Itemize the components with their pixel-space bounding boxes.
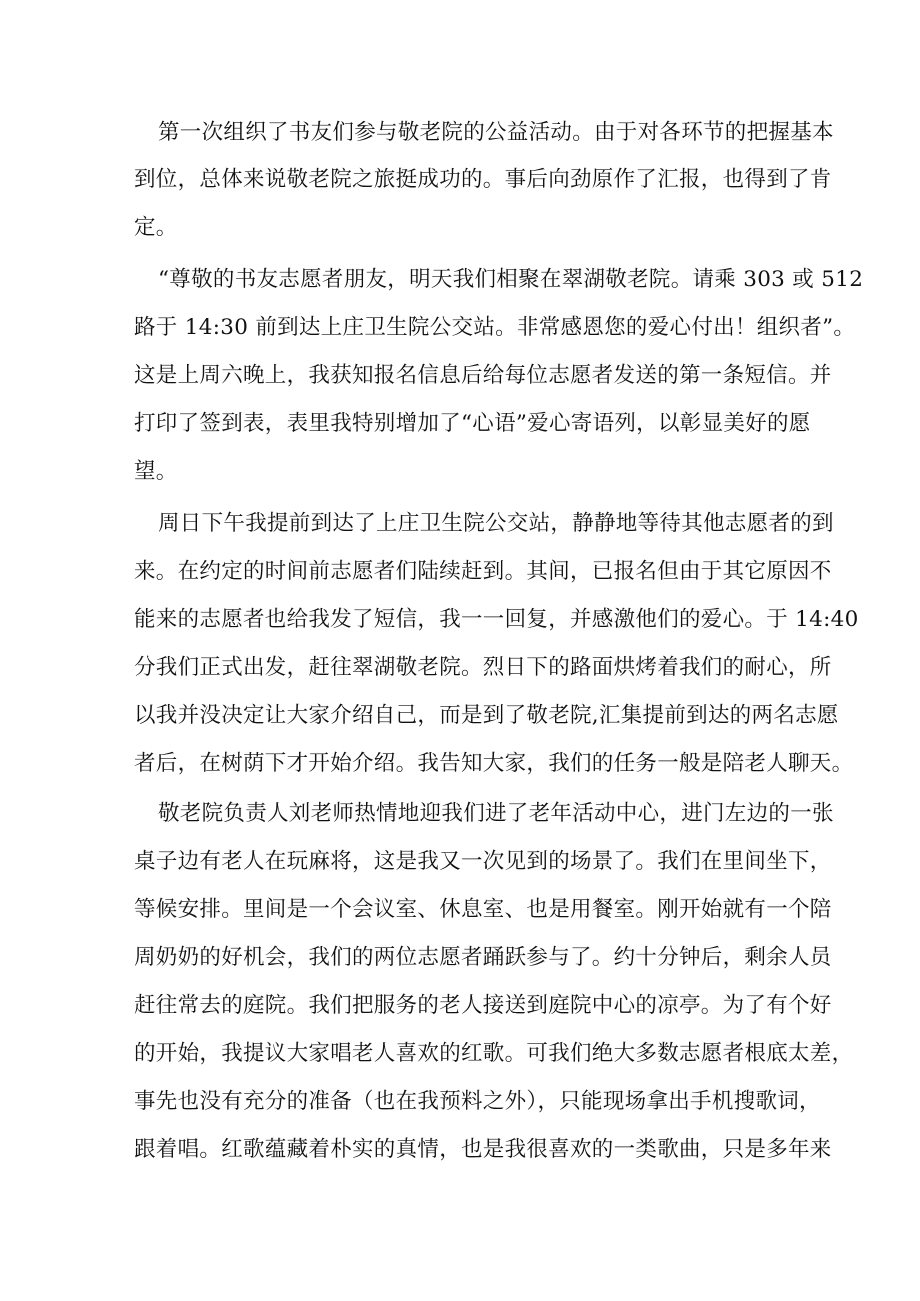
paragraph-line: “尊敬的书友志愿者朋友，明天我们相聚在翠湖敬老院。请乘 303 或 512 <box>158 267 864 292</box>
paragraph-line: 来。在约定的时间前志愿者们陆续赶到。其间，已报名但由于其它原因不 <box>134 559 832 584</box>
paragraph-line: 事先也没有充分的准备（也在我预料之外），只能现场拿出手机搜歌词， <box>134 1089 821 1114</box>
paragraph-line: 望。 <box>134 459 178 484</box>
paragraph-line: 到位，总体来说敬老院之旅挺成功的。事后向劲原作了汇报，也得到了肯 <box>134 167 832 192</box>
paragraph-line: 等候安排。里间是一个会议室、休息室、也是用餐室。刚开始就有一个陪 <box>134 897 832 922</box>
paragraph-line: 打印了签到表，表里我特别增加了“心语”爱心寄语列，以彰显美好的愿 <box>134 411 811 436</box>
paragraph-line: 路于 14:30 前到达上庄卫生院公交站。非常感恩您的爱心付出！组织者”。 <box>134 315 856 340</box>
paragraph-line: 敬老院负责人刘老师热情地迎我们进了老年活动中心，进门左边的一张 <box>158 801 834 826</box>
paragraph-line: 这是上周六晚上，我获知报名信息后给每位志愿者发送的第一条短信。并 <box>134 363 832 388</box>
paragraph-line: 桌子边有老人在玩麻将，这是我又一次见到的场景了。我们在里间坐下， <box>134 849 832 874</box>
paragraph-line: 周日下午我提前到达了上庄卫生院公交站，静静地等待其他志愿者的到 <box>158 511 834 536</box>
paragraph-line: 的开始，我提议大家唱老人喜欢的红歌。可我们绝大多数志愿者根底太差， <box>134 1041 854 1066</box>
paragraph-line: 者后，在树荫下才开始介绍。我告知大家，我们的任务一般是陪老人聊天。 <box>134 751 854 776</box>
paragraph-line: 第一次组织了书友们参与敬老院的公益活动。由于对各环节的把握基本 <box>158 120 834 145</box>
paragraph-line: 赶往常去的庭院。我们把服务的老人接送到庭院中心的凉亭。为了有个好 <box>134 993 832 1018</box>
paragraph-line: 分我们正式出发，赶往翠湖敬老院。烈日下的路面烘烤着我们的耐心，所 <box>134 655 832 680</box>
paragraph-line: 周奶奶的好机会，我们的两位志愿者踊跃参与了。约十分钟后，剩余人员 <box>134 945 832 970</box>
paragraph-line: 以我并没决定让大家介绍自己，而是到了敬老院,汇集提前到达的两名志愿 <box>134 703 839 728</box>
paragraph-line: 能来的志愿者也给我发了短信，我一一回复，并感激他们的爱心。于 14:40 <box>134 607 859 632</box>
paragraph-line: 跟着唱。红歌蕴藏着朴实的真情，也是我很喜欢的一类歌曲，只是多年来 <box>134 1137 832 1162</box>
paragraph-line: 定。 <box>134 215 178 240</box>
